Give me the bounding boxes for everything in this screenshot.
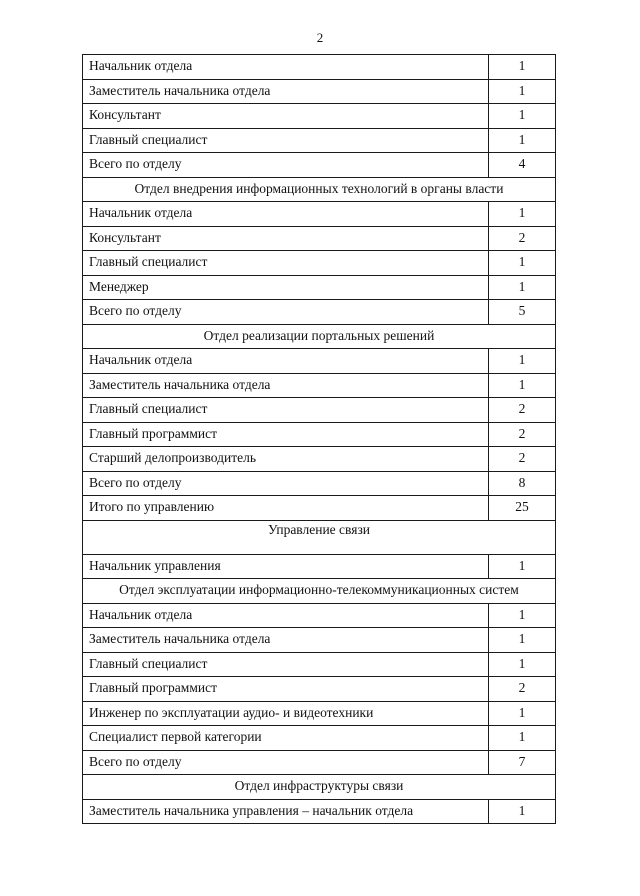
position-name: Заместитель начальника отдела [83,79,489,104]
table-row [83,251,556,276]
table-row [83,701,556,726]
table-row [83,603,556,628]
position-name: Главный специалист [83,251,489,276]
position-name: Заместитель начальника управления – начальник отдела [83,799,489,824]
section-title: Отдел эксплуатации информационно-телекоммуникационных систем [83,579,556,604]
position-count: 1 [489,701,556,726]
position-count: 2 [489,447,556,472]
table-row [83,750,556,775]
position-name: Специалист первой категории [83,726,489,751]
table-row [83,554,556,579]
position-count: 1 [489,202,556,227]
position-count: 1 [489,799,556,824]
position-count: 2 [489,398,556,423]
table-row [83,128,556,153]
position-count: 1 [489,628,556,653]
position-name: Менеджер [83,275,489,300]
position-count: 7 [489,750,556,775]
position-count: 2 [489,422,556,447]
position-name: Консультант [83,104,489,129]
position-name: Главный специалист [83,398,489,423]
section-header-row [83,579,556,604]
position-name: Старший делопроизводитель [83,447,489,472]
position-count: 1 [489,726,556,751]
table-row [83,496,556,521]
table-row [83,275,556,300]
position-name: Начальник отдела [83,349,489,374]
position-count: 1 [489,251,556,276]
position-name: Итого по управлению [83,496,489,521]
position-count: 1 [489,79,556,104]
table-row [83,300,556,325]
position-count: 1 [489,55,556,80]
position-count: 1 [489,104,556,129]
position-count: 1 [489,275,556,300]
position-count: 25 [489,496,556,521]
table-row [83,398,556,423]
position-name: Главный специалист [83,128,489,153]
table-row [83,79,556,104]
position-count: 8 [489,471,556,496]
table-row [83,677,556,702]
position-name: Главный программист [83,677,489,702]
staffing-table-body [83,55,556,824]
section-title: Отдел внедрения информационных технологий в органы власти [83,177,556,202]
table-row [83,799,556,824]
table-row [83,226,556,251]
section-header-row [83,177,556,202]
section-header-row [83,775,556,800]
page-number: 2 [316,30,324,45]
table-row [83,373,556,398]
table-row [83,628,556,653]
table-row [83,726,556,751]
position-count: 4 [489,153,556,178]
staffing-table [82,54,556,824]
table-row [83,471,556,496]
table-row [83,153,556,178]
position-count: 1 [489,603,556,628]
position-name: Всего по отделу [83,300,489,325]
position-count: 2 [489,677,556,702]
section-header-row [83,520,556,554]
position-count: 1 [489,349,556,374]
position-name: Начальник отдела [83,603,489,628]
position-name: Всего по отделу [83,153,489,178]
position-name: Инженер по эксплуатации аудио- и видеотехники [83,701,489,726]
table-row [83,349,556,374]
section-title: Отдел инфраструктуры связи [83,775,556,800]
position-count: 5 [489,300,556,325]
position-name: Консультант [83,226,489,251]
position-count: 2 [489,226,556,251]
position-count: 1 [489,554,556,579]
position-name: Начальник управления [83,554,489,579]
position-name: Начальник отдела [83,55,489,80]
table-row [83,55,556,80]
position-count: 1 [489,373,556,398]
position-name: Заместитель начальника отдела [83,373,489,398]
table-row [83,422,556,447]
position-name: Главный программист [83,422,489,447]
position-name: Главный специалист [83,652,489,677]
section-title: Отдел реализации портальных решений [83,324,556,349]
table-row [83,202,556,227]
position-count: 1 [489,128,556,153]
table-row [83,447,556,472]
position-name: Всего по отделу [83,750,489,775]
section-title: Управление связи [83,520,556,554]
section-header-row [83,324,556,349]
position-name: Всего по отделу [83,471,489,496]
position-count: 1 [489,652,556,677]
position-name: Начальник отдела [83,202,489,227]
table-row [83,104,556,129]
table-row [83,652,556,677]
position-name: Заместитель начальника отдела [83,628,489,653]
